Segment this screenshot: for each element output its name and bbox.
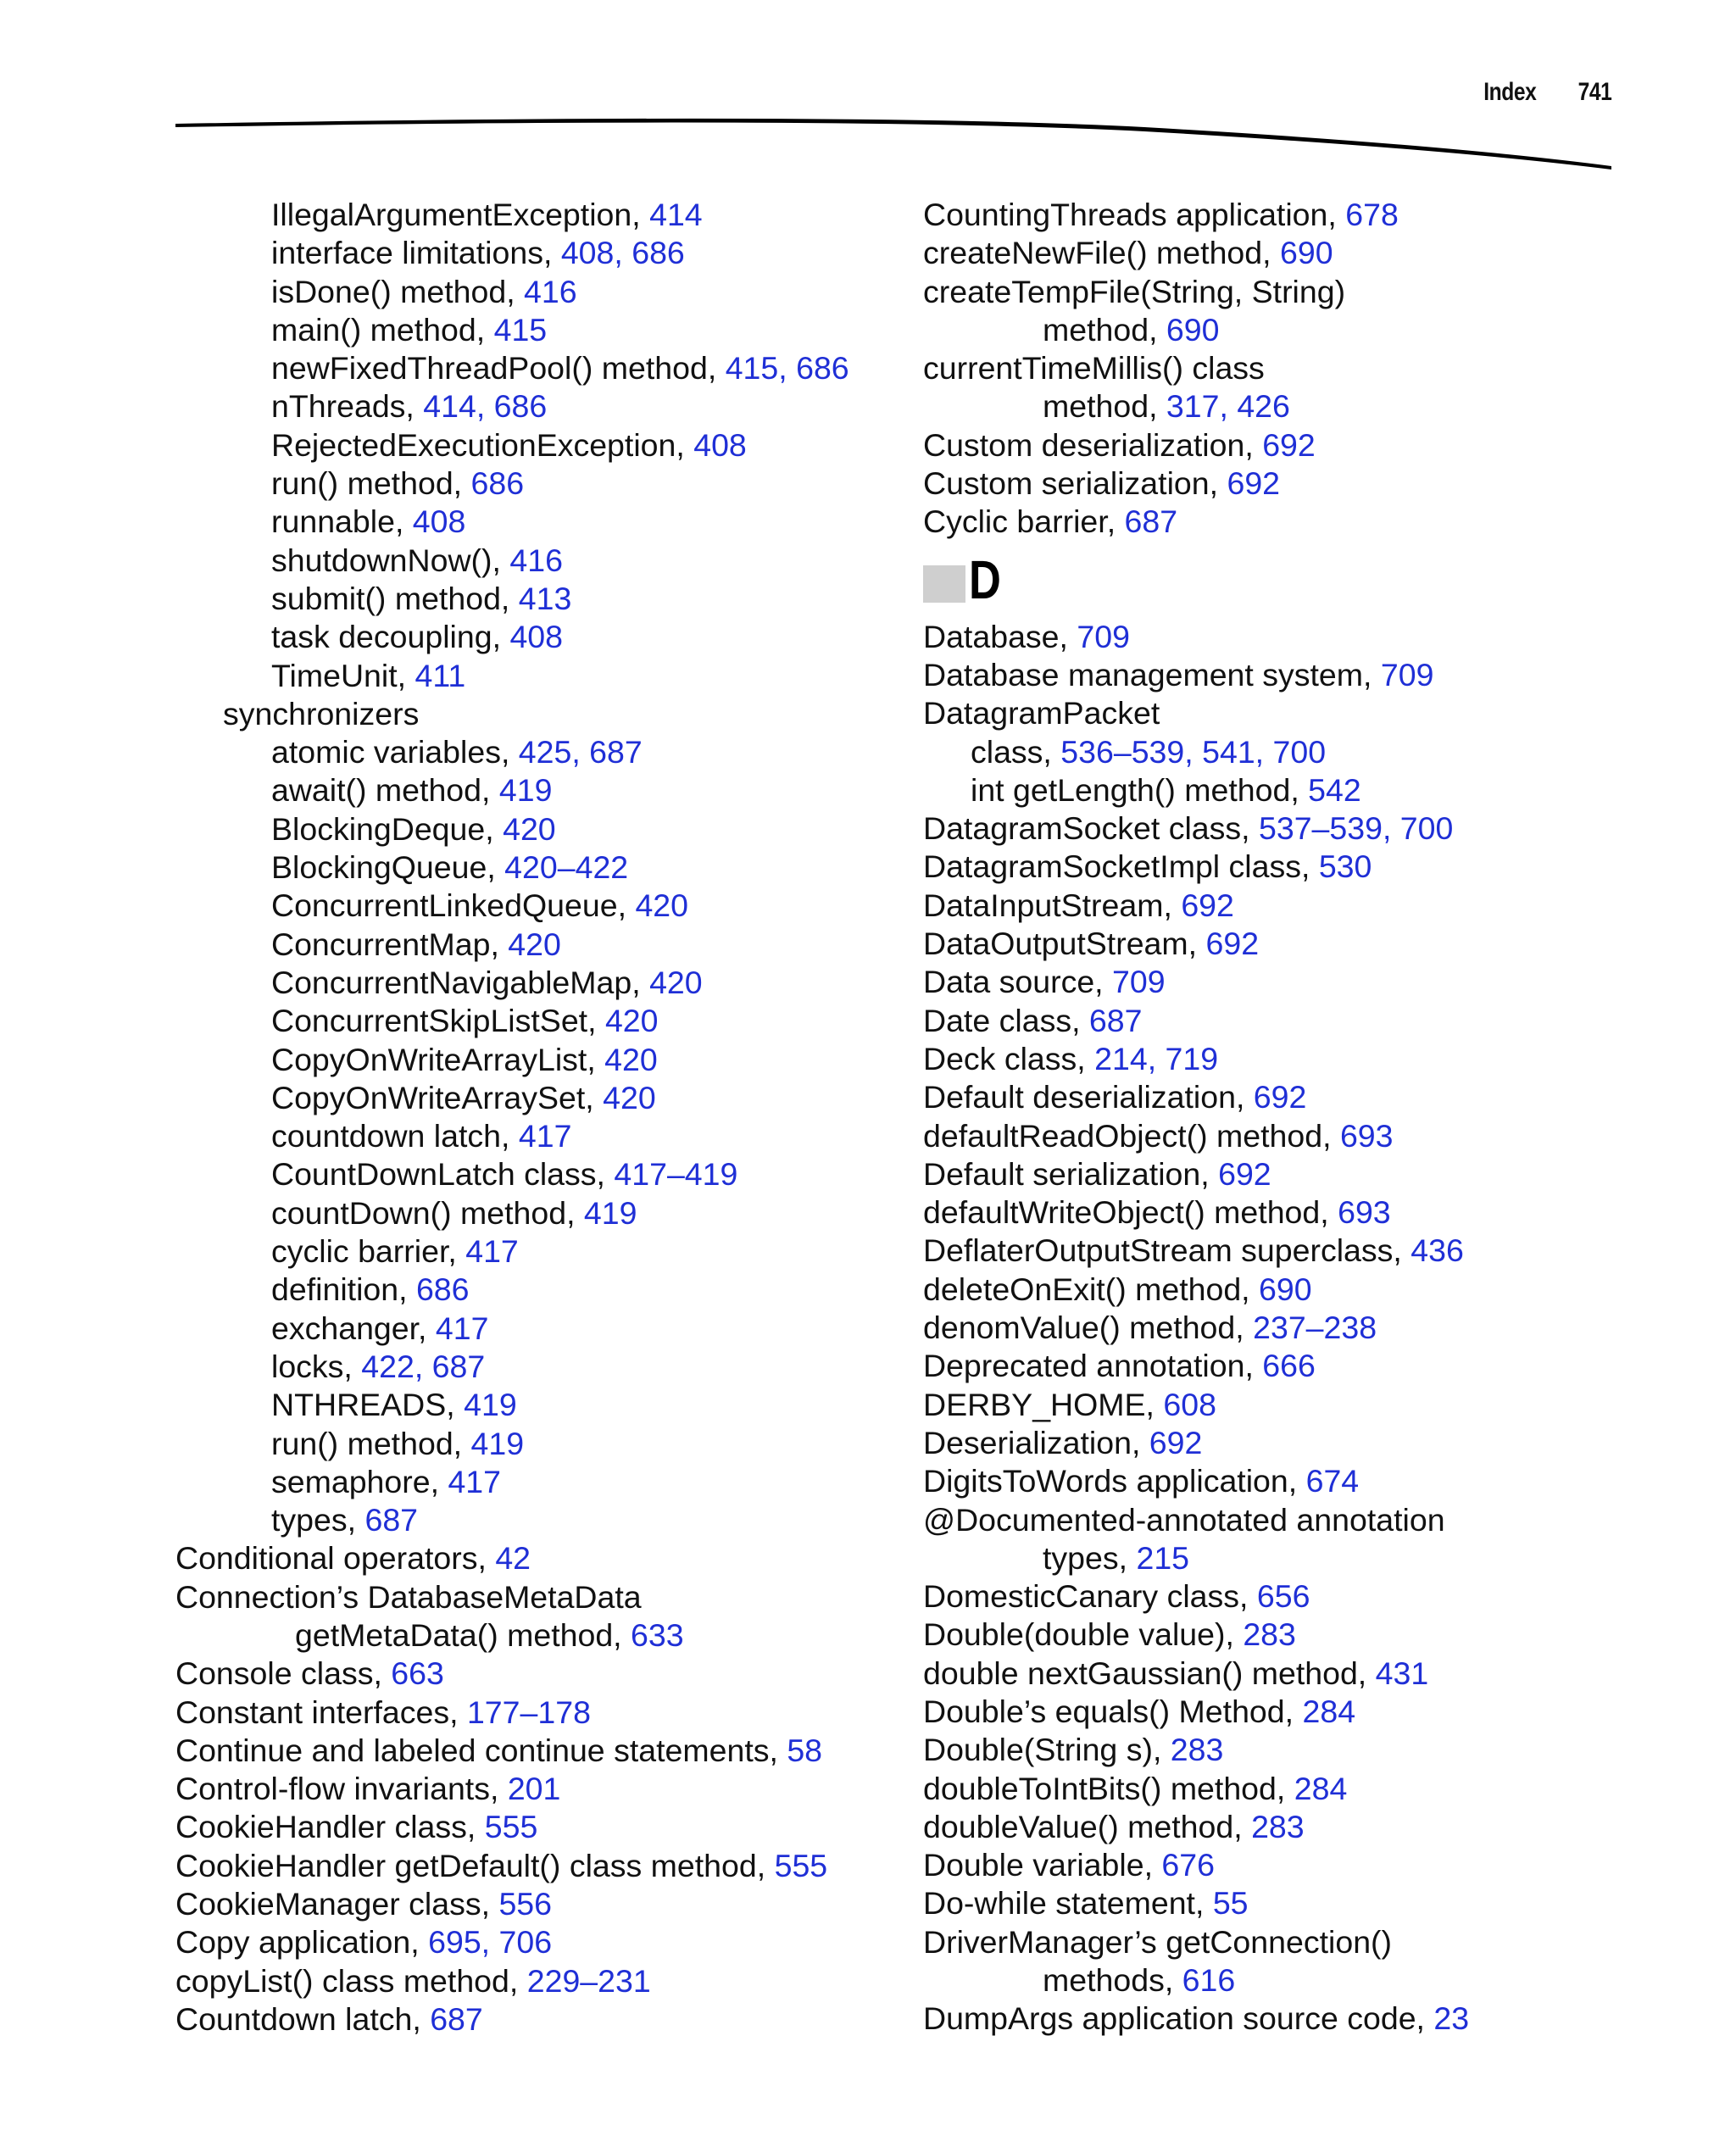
page-reference-link[interactable]: 690: [1166, 311, 1220, 348]
index-entry: [923, 1923, 1686, 1961]
index-entry: [175, 2000, 938, 2039]
index-term: definition,: [271, 1271, 416, 1308]
index-term: IllegalArgumentException,: [271, 197, 650, 232]
index-term: Custom deserialization,: [923, 426, 1263, 463]
index-term: class,: [971, 733, 1061, 770]
section-letter-box: [923, 565, 965, 603]
index-term: Do-while statement,: [923, 1885, 1213, 1922]
index-term: Deprecated annotation,: [923, 1348, 1263, 1384]
index-entry: [175, 848, 938, 887]
index-entry: [923, 925, 1686, 963]
index-entry: [923, 1501, 1686, 1539]
page-reference-link[interactable]: 408: [509, 619, 564, 655]
page-reference-link[interactable]: 709: [1380, 656, 1434, 693]
index-entry: [923, 887, 1686, 925]
section-heading-d: [923, 542, 1686, 618]
index-entry: [175, 1386, 938, 1424]
index-entry: [923, 1271, 1686, 1309]
index-term: Double(String s),: [923, 1732, 1171, 1768]
page-reference-link[interactable]: 415, 686: [725, 350, 849, 387]
index-entry: [175, 426, 938, 464]
index-term: locks,: [271, 1348, 362, 1384]
page-reference-link[interactable]: 417: [448, 1463, 502, 1499]
page-reference-link[interactable]: 408: [412, 503, 466, 540]
index-term: DriverManager’s getConnection(): [923, 1923, 1393, 1960]
index-entry: [175, 1155, 938, 1193]
index-term: Cyclic barrier,: [923, 503, 1125, 540]
page-reference-link[interactable]: 692: [1227, 465, 1281, 502]
index-entry: [923, 1309, 1686, 1347]
index-term: doubleToIntBits() method,: [923, 1770, 1294, 1806]
page-reference-link[interactable]: 422, 687: [361, 1348, 486, 1384]
index-term: DatagramSocketImpl class,: [923, 848, 1319, 885]
page-reference-link[interactable]: 414: [649, 197, 703, 232]
index-entry: [175, 1194, 938, 1232]
index-entry: [923, 733, 1686, 771]
index-entry: [923, 656, 1686, 694]
index-entry: [923, 1808, 1686, 1846]
index-entry: [923, 1462, 1686, 1500]
index-entry: [923, 1616, 1686, 1654]
index-entry: [923, 848, 1686, 886]
index-term: deleteOnExit() method,: [923, 1271, 1260, 1307]
index-term: runnable,: [271, 503, 413, 540]
index-entry: [923, 618, 1686, 656]
index-term: Control-flow invariants,: [175, 1771, 508, 1807]
page-reference-link[interactable]: 692: [1253, 1079, 1307, 1115]
page-reference-link[interactable]: 413: [518, 580, 572, 616]
index-entry: [175, 1348, 938, 1386]
index-entry: [923, 1693, 1686, 1731]
index-term: isDone() method,: [271, 273, 525, 309]
page-reference-link[interactable]: 283: [1243, 1616, 1296, 1653]
index-entry: [175, 887, 938, 925]
page-reference-link[interactable]: 237–238: [1253, 1310, 1377, 1346]
page-reference-link[interactable]: 419: [498, 772, 553, 809]
index-term: countdown latch,: [271, 1118, 519, 1154]
page-reference-link[interactable]: 692: [1205, 926, 1260, 962]
page-reference-link[interactable]: 690: [1259, 1271, 1312, 1307]
index-column-left: [175, 196, 938, 2039]
index-term: DatagramSocket class,: [923, 810, 1259, 847]
section-letter: D: [969, 548, 1001, 610]
index-entry: [175, 1501, 938, 1539]
index-term: int getLength() method,: [971, 771, 1309, 808]
page-reference-link[interactable]: 55: [1212, 1885, 1249, 1922]
index-term: shutdownNow(),: [271, 542, 510, 578]
index-entry: [175, 964, 938, 1002]
index-term: Deck class,: [923, 1040, 1095, 1076]
index-entry: [175, 580, 938, 618]
index-term: synchronizers: [223, 695, 420, 731]
index-term: Date class,: [923, 1002, 1089, 1038]
index-term: CopyOnWriteArrayList,: [271, 1041, 605, 1077]
page-reference-link[interactable]: 23: [1433, 2000, 1470, 2037]
index-entry: [923, 771, 1686, 809]
page-reference-link[interactable]: 555: [484, 1809, 538, 1845]
page-reference-link[interactable]: 693: [1339, 1117, 1394, 1154]
index-entry: [175, 1271, 938, 1309]
index-term: CookieManager class,: [175, 1886, 499, 1922]
index-entry: [175, 542, 938, 580]
page-reference-link[interactable]: 419: [470, 1425, 525, 1461]
page-reference-link[interactable]: 692: [1218, 1155, 1271, 1192]
index-group-c-continued: [923, 196, 1686, 542]
index-term: submit() method,: [271, 580, 519, 616]
index-term: @Documented-annotated annotation: [923, 1501, 1445, 1538]
index-term: copyList() class method,: [175, 1962, 527, 1999]
index-term: Double(double value),: [923, 1616, 1244, 1653]
page-reference-link[interactable]: 415: [493, 311, 548, 348]
index-entry: [923, 1232, 1686, 1270]
index-entry: [175, 1808, 938, 1846]
index-term: BlockingDeque,: [271, 810, 504, 847]
page-reference-link[interactable]: 678: [1345, 197, 1399, 232]
index-entry: [923, 1386, 1686, 1424]
page-reference-link[interactable]: 666: [1262, 1348, 1316, 1384]
page-reference-link[interactable]: 408, 686: [560, 235, 685, 271]
page-reference-link[interactable]: 229–231: [526, 1962, 651, 1999]
index-entry: [175, 1425, 938, 1463]
index-entry: [923, 1539, 1686, 1577]
index-entry: [923, 2000, 1686, 2038]
index-term: CountingThreads application,: [923, 197, 1346, 232]
page-reference-link[interactable]: 420: [604, 1003, 659, 1039]
index-term: atomic variables,: [271, 734, 519, 770]
page-reference-link[interactable]: 416: [524, 273, 577, 309]
index-entry: [923, 963, 1686, 1001]
index-entry: [923, 1577, 1686, 1616]
page-reference-link[interactable]: 42: [495, 1540, 531, 1577]
page-reference-link[interactable]: 420: [649, 964, 703, 1000]
index-entry: [175, 657, 938, 695]
index-term: ConcurrentLinkedQueue,: [271, 887, 636, 924]
page-reference-link[interactable]: 420: [604, 1041, 658, 1077]
index-entry: [923, 1347, 1686, 1385]
page-reference-link[interactable]: 431: [1375, 1655, 1429, 1691]
index-term: ConcurrentSkipListSet,: [271, 1003, 605, 1039]
page-reference-link[interactable]: 555: [774, 1847, 828, 1883]
index-term: method,: [1043, 311, 1166, 348]
index-term: DomesticCanary class,: [923, 1578, 1257, 1615]
index-term: ConcurrentNavigableMap,: [271, 964, 650, 1000]
index-term: createTempFile(String, String): [923, 273, 1346, 309]
page-reference-link[interactable]: 692: [1262, 426, 1316, 463]
page-reference-link[interactable]: 687: [430, 2000, 483, 2037]
page-reference-link[interactable]: 201: [507, 1771, 561, 1807]
header-rule: [0, 0, 1736, 186]
page-reference-link[interactable]: 420–422: [504, 849, 629, 886]
index-term: task decoupling,: [271, 619, 510, 655]
index-term: Deserialization,: [923, 1424, 1149, 1460]
page-reference-link[interactable]: 416: [509, 542, 563, 578]
index-entry: [923, 273, 1686, 311]
page-reference-link[interactable]: 693: [1338, 1194, 1391, 1231]
index-term: nThreads,: [271, 388, 424, 425]
index-term: methods,: [1043, 1962, 1182, 1999]
page-reference-link[interactable]: 709: [1112, 964, 1166, 1000]
index-term: interface limitations,: [271, 235, 561, 271]
index-term: Custom serialization,: [923, 465, 1227, 502]
header-page-number: 741: [1577, 78, 1611, 106]
index-entry: [923, 1040, 1686, 1078]
index-term: Conditional operators,: [175, 1540, 496, 1577]
index-term: DeflaterOutputStream superclass,: [923, 1232, 1411, 1269]
index-entry: [923, 311, 1686, 349]
index-term: denomValue() method,: [923, 1310, 1254, 1346]
index-term: doubleValue() method,: [923, 1808, 1252, 1844]
index-entry: [175, 234, 938, 272]
index-entry: [175, 311, 938, 349]
index-entry: [923, 1770, 1686, 1808]
index-entry: [175, 1079, 938, 1117]
page-reference-link[interactable]: 686: [415, 1271, 470, 1308]
page-reference-link[interactable]: 530: [1318, 848, 1372, 885]
index-term: CookieHandler class,: [175, 1809, 485, 1845]
index-term: createNewFile() method,: [923, 235, 1280, 271]
header-section-title: Index: [1483, 78, 1536, 106]
index-term: cyclic barrier,: [271, 1233, 466, 1270]
page-reference-link[interactable]: 536–539, 541, 700: [1060, 733, 1327, 770]
index-entry: [175, 1310, 938, 1348]
index-term: currentTimeMillis() class: [923, 350, 1265, 387]
page-reference-link[interactable]: 215: [1136, 1539, 1190, 1576]
index-term: Default deserialization,: [923, 1079, 1254, 1115]
page-reference-link[interactable]: 692: [1181, 887, 1234, 923]
index-term: Double variable,: [923, 1847, 1162, 1883]
index-term: Data source,: [923, 964, 1113, 1000]
index-entry: [923, 1155, 1686, 1193]
index-entry: [175, 464, 938, 503]
index-entry: [923, 234, 1686, 272]
index-term: types,: [1043, 1539, 1137, 1576]
index-entry: [175, 733, 938, 771]
index-term: Console class,: [175, 1655, 392, 1692]
index-entry: [175, 618, 938, 656]
index-entry: [175, 810, 938, 848]
page-reference-link[interactable]: 317, 426: [1166, 388, 1290, 425]
index-entry: [175, 1770, 938, 1808]
index-term: Double’s equals() Method,: [923, 1693, 1303, 1729]
index-term: Copy application,: [175, 1924, 429, 1961]
page-reference-link[interactable]: 419: [464, 1387, 517, 1423]
page-reference-link[interactable]: 687: [1088, 1002, 1143, 1038]
index-term: Database,: [923, 618, 1077, 654]
index-term: Connection’s DatabaseMetaData: [175, 1578, 642, 1615]
index-term: Database management system,: [923, 656, 1381, 693]
page-reference-link[interactable]: 656: [1256, 1578, 1310, 1615]
page-reference-link[interactable]: 411: [415, 657, 466, 693]
page-reference-link[interactable]: 616: [1182, 1962, 1236, 1999]
index-term: getMetaData() method,: [295, 1616, 632, 1653]
page-reference-link[interactable]: 686: [470, 465, 525, 502]
index-term: run() method,: [271, 465, 471, 502]
index-entry: [923, 1961, 1686, 2000]
index-entry: [175, 1539, 938, 1577]
page-reference-link[interactable]: 690: [1279, 235, 1333, 271]
index-term: method,: [1043, 388, 1166, 425]
page-reference-link[interactable]: 674: [1305, 1463, 1360, 1499]
page-reference-link[interactable]: 425, 687: [518, 734, 643, 770]
index-term: CountDownLatch class,: [271, 1156, 615, 1193]
index-term: DumpArgs application source code,: [923, 2000, 1434, 2037]
index-entry: [175, 503, 938, 541]
index-entry: [175, 196, 938, 234]
page-reference-link[interactable]: 58: [787, 1732, 823, 1768]
index-term: RejectedExecutionException,: [271, 426, 694, 463]
index-entry: [175, 1732, 938, 1770]
page-reference-link[interactable]: 542: [1308, 771, 1361, 808]
index-entry: [923, 1424, 1686, 1462]
index-term: countDown() method,: [271, 1194, 584, 1231]
index-term: Constant interfaces,: [175, 1694, 467, 1730]
index-term: await() method,: [271, 772, 499, 809]
page-reference-link[interactable]: 408: [693, 426, 747, 463]
index-term: CopyOnWriteArraySet,: [271, 1079, 604, 1115]
index-entry: [175, 1885, 938, 1923]
page-reference-link[interactable]: 633: [631, 1616, 684, 1653]
page-reference-link[interactable]: 556: [498, 1886, 553, 1922]
index-entry: [175, 1655, 938, 1693]
running-header: [1483, 78, 1611, 107]
index-entry: [175, 695, 938, 733]
page-reference-link[interactable]: 687: [364, 1502, 419, 1538]
index-entry: [923, 503, 1686, 541]
page-reference-link[interactable]: 417–419: [614, 1156, 738, 1193]
index-entry: [923, 464, 1686, 503]
page-reference-link[interactable]: 709: [1077, 618, 1130, 654]
index-term: DigitsToWords application,: [923, 1463, 1306, 1499]
index-term: BlockingQueue,: [271, 849, 505, 886]
index-entry: [923, 1193, 1686, 1232]
page-reference-link[interactable]: 177–178: [466, 1694, 591, 1730]
page-reference-link[interactable]: 419: [583, 1194, 637, 1231]
index-term: newFixedThreadPool() method,: [271, 350, 726, 387]
index-entry: [923, 1846, 1686, 1884]
index-entry: [923, 1731, 1686, 1769]
page-reference-link[interactable]: 676: [1161, 1847, 1215, 1883]
index-entry: [175, 1041, 938, 1079]
index-entry: [923, 426, 1686, 464]
index-term: DataOutputStream,: [923, 926, 1206, 962]
index-entry: [175, 926, 938, 964]
index-entry: [923, 1078, 1686, 1116]
index-entry: [923, 349, 1686, 387]
index-term: main() method,: [271, 311, 494, 348]
index-column-right: [923, 196, 1686, 2039]
page-reference-link[interactable]: 414, 686: [423, 388, 548, 425]
index-term: semaphore,: [271, 1463, 448, 1499]
index-entry: [923, 1002, 1686, 1040]
page-reference-link[interactable]: 284: [1294, 1770, 1348, 1806]
index-term: ConcurrentMap,: [271, 926, 509, 962]
page-reference-link[interactable]: 420: [508, 926, 561, 962]
index-entry: [175, 387, 938, 426]
index-entry: [923, 1117, 1686, 1155]
page-reference-link[interactable]: 420: [603, 1079, 656, 1115]
index-term: run() method,: [271, 1425, 471, 1461]
index-term: Continue and labeled continue statements,: [175, 1732, 787, 1768]
index-entry: [175, 1847, 938, 1885]
page-reference-link[interactable]: 687: [1124, 503, 1178, 540]
index-entry: [175, 1578, 938, 1616]
index-entry: [175, 1117, 938, 1155]
page-reference-link[interactable]: 608: [1163, 1386, 1216, 1422]
index-entry: [175, 1962, 938, 2000]
index-entry: [175, 349, 938, 387]
index-entry: [923, 387, 1686, 426]
index-entry: [175, 1232, 938, 1271]
page-reference-link[interactable]: 417: [435, 1310, 489, 1346]
page-reference-link[interactable]: 417: [465, 1233, 519, 1270]
index-entry: [175, 1923, 938, 1961]
index-term: DataInputStream,: [923, 887, 1182, 923]
index-entry: [923, 1655, 1686, 1693]
index-entry: [923, 809, 1686, 848]
page-reference-link[interactable]: 284: [1302, 1693, 1356, 1729]
index-term: DERBY_HOME,: [923, 1386, 1164, 1422]
page-reference-link[interactable]: 283: [1251, 1808, 1305, 1844]
index-entry: [175, 1694, 938, 1732]
page-reference-link[interactable]: 692: [1149, 1424, 1203, 1460]
index-term: Default serialization,: [923, 1155, 1219, 1192]
index-entry: [175, 1463, 938, 1501]
index-term: TimeUnit,: [271, 657, 415, 693]
index-group-d: [923, 618, 1686, 2039]
index-term: defaultReadObject() method,: [923, 1117, 1340, 1154]
index-term: types,: [271, 1502, 365, 1538]
page-reference-link[interactable]: 436: [1410, 1232, 1464, 1269]
index-term: NTHREADS,: [271, 1387, 465, 1423]
index-entry: [175, 273, 938, 311]
page-reference-link[interactable]: 214, 719: [1094, 1040, 1219, 1076]
page-reference-link[interactable]: 663: [391, 1655, 444, 1692]
page-reference-link[interactable]: 695, 706: [428, 1924, 553, 1961]
index-term: defaultWriteObject() method,: [923, 1194, 1338, 1231]
page-reference-link[interactable]: 420: [503, 810, 556, 847]
index-entry: [175, 771, 938, 809]
index-entry: [175, 1002, 938, 1040]
index-entry: [175, 1616, 938, 1655]
index-entry: [923, 1884, 1686, 1922]
index-term: double nextGaussian() method,: [923, 1655, 1376, 1691]
index-entry: [923, 196, 1686, 234]
index-term: exchanger,: [271, 1310, 436, 1346]
index-term: Countdown latch,: [175, 2000, 431, 2037]
page-reference-link[interactable]: 417: [518, 1118, 572, 1154]
index-entry: [923, 694, 1686, 732]
page-reference-link[interactable]: 537–539, 700: [1258, 810, 1454, 847]
index-term: DatagramPacket: [923, 695, 1160, 731]
index-term: CookieHandler getDefault() class method,: [175, 1847, 775, 1883]
page-reference-link[interactable]: 283: [1170, 1732, 1224, 1768]
page-reference-link[interactable]: 420: [635, 887, 689, 924]
